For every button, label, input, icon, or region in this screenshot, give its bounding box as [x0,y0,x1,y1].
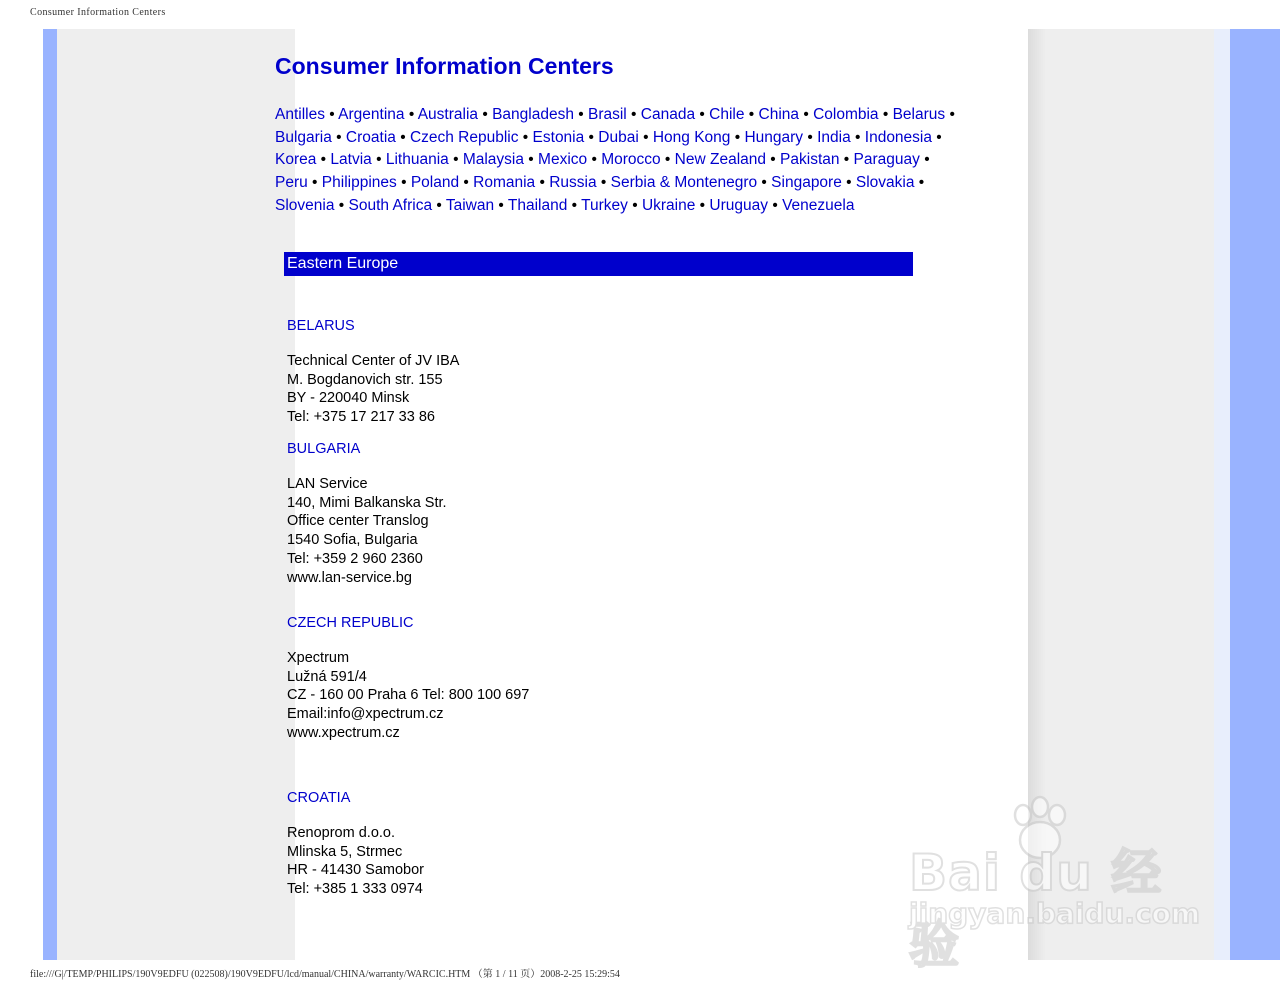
address-line: Tel: +385 1 333 0974 [287,881,423,898]
country-heading: CROATIA [287,790,351,806]
country-link[interactable]: Singapore [771,174,842,192]
bullet-separator: • [567,196,582,214]
country-link[interactable]: Poland [410,174,460,192]
bullet-separator: • [459,174,474,192]
bullet-separator: • [404,106,418,123]
country-link[interactable]: Pakistan [780,151,840,169]
country-link[interactable]: Russia [549,174,597,192]
bullet-separator: • [324,106,339,123]
address-line: Office center Translog [287,513,429,530]
address-line: Lužná 591/4 [287,668,367,685]
country-link[interactable]: Belarus [892,106,946,123]
bullet-separator: • [766,151,781,169]
country-link[interactable]: Korea [275,151,317,169]
bullet-separator: • [768,196,783,214]
bullet-separator: • [919,151,930,169]
country-link[interactable]: South Africa [348,196,433,214]
baidu-watermark [905,795,1205,974]
bullet-separator: • [744,106,759,123]
country-link[interactable]: Chile [709,106,745,123]
address-line: BY - 220040 Minsk [287,390,410,407]
address-line: CZ - 160 00 Praha 6 Tel: 800 100 697 [287,687,530,704]
bullet-separator: • [626,106,641,123]
country-link[interactable]: Peru [275,174,308,192]
entry-croatia [287,789,687,899]
country-link[interactable]: Lithuania [385,151,449,169]
bullet-separator: • [803,128,818,146]
bullet-separator: • [695,196,710,214]
country-link[interactable]: India [817,128,851,146]
country-link[interactable]: China [758,106,800,123]
country-link[interactable]: Indonesia [864,128,932,146]
bullet-separator: • [841,174,856,192]
bullet-separator: • [307,174,322,192]
country-link[interactable]: Slovakia [855,174,915,192]
bullet-separator: • [850,128,865,146]
address-line: HR - 41430 Samobor [287,862,425,879]
address-line: LAN Service [287,476,368,492]
bullet-separator: • [494,196,508,214]
bullet-separator: • [316,151,331,169]
bullet-separator: • [799,106,814,123]
left-panel [57,29,295,960]
right-accent-bar [1230,29,1280,960]
country-link[interactable]: Morocco [601,151,661,169]
bullet-separator: • [448,151,463,169]
country-link[interactable]: Serbia & Montenegro [610,174,758,192]
country-link[interactable]: Canada [640,106,696,123]
country-link[interactable]: Ukraine [641,196,696,214]
country-link[interactable]: New Zealand [674,151,766,169]
bullet-separator: • [395,128,410,146]
print-header: Consumer Information Centers [30,7,166,18]
address-line: Email:info@xpectrum.cz [287,706,444,723]
country-link[interactable]: Hungary [744,128,804,146]
address-line: www.lan-service.bg [287,569,412,586]
country-link[interactable]: Brasil [587,106,627,123]
address-line: Tel: +375 17 217 33 86 [287,409,435,426]
bullet-separator: • [334,196,349,214]
country-link[interactable]: Philippines [321,174,397,192]
bullet-separator: • [878,106,893,123]
bullet-separator: • [638,128,653,146]
bullet-separator: • [695,106,710,123]
country-link[interactable]: Bulgaria [275,128,332,146]
entry-belarus [287,317,687,427]
bullet-separator: • [371,151,386,169]
country-link[interactable]: Czech Republic [409,128,519,146]
address-line: Tel: +359 2 960 2360 [287,550,423,567]
bullet-separator: • [523,151,539,169]
country-link[interactable]: Paraguay [853,151,920,169]
country-link[interactable]: Mexico [538,151,588,169]
country-link[interactable]: Dubai [598,128,639,146]
country-link[interactable]: Slovenia [275,196,335,214]
country-link[interactable]: Romania [473,174,536,192]
address-block [287,649,687,743]
address-block [287,475,687,587]
address-block [287,352,687,427]
bullet-separator: • [432,196,446,214]
bullet-separator: • [757,174,772,192]
bullet-separator: • [331,128,346,146]
bullet-separator: • [730,128,745,146]
country-link[interactable]: Taiwan [445,196,495,214]
bullet-separator: • [932,128,942,146]
country-heading: BELARUS [287,318,355,334]
page-title: Consumer Information Centers [275,53,614,79]
watermark-main-text: Bai du 经验 [909,844,1163,974]
print-footer: file:///G|/TEMP/PHILIPS/190V9EDFU (022508)/190V9EDFU/lcd/manual/CHINA/warranty/WARCIC.HTM （第 1 / 11 页）2008-2-25 15:29:54 [30,969,620,980]
bullet-separator: • [396,174,411,192]
entry-bulgaria [287,440,687,587]
bullet-separator: • [478,106,493,123]
country-link[interactable]: Turkey [581,196,628,214]
bullet-separator: • [839,151,854,169]
address-line: www.xpectrum.cz [287,724,400,741]
right-strip [1214,29,1230,960]
left-accent-bar [43,29,57,960]
address-line: Mlinska 5, Strmec [287,843,403,860]
country-heading: BULGARIA [287,441,361,457]
country-link[interactable]: Colombia [813,106,879,123]
bullet-separator: • [660,151,675,169]
country-link[interactable]: Australia [417,106,479,123]
country-link[interactable]: Uruguay [709,196,769,214]
bullet-separator: • [584,128,599,146]
address-line: 140, Mimi Balkanska Str. [287,494,447,511]
address-line: M. Bogdanovich str. 155 [287,371,443,388]
country-link[interactable]: Estonia [532,128,585,146]
bullet-separator: • [518,128,533,146]
country-heading: CZECH REPUBLIC [287,615,414,631]
country-link[interactable]: Bangladesh [492,106,574,123]
country-link[interactable]: Hong Kong [652,128,731,146]
address-line: 1540 Sofia, Bulgaria [287,532,418,549]
entry-czech-republic [287,614,687,743]
country-link[interactable]: Latvia [330,151,372,169]
country-link[interactable]: Argentina [338,106,405,123]
country-link[interactable]: Malaysia [462,151,524,169]
country-link-list [275,104,955,218]
bullet-separator: • [587,151,602,169]
address-line: Xpectrum [287,650,350,666]
country-link[interactable]: Venezuela [782,196,855,214]
region-header: Eastern Europe [284,252,913,276]
bullet-separator: • [627,196,642,214]
bullet-separator: • [535,174,550,192]
country-link[interactable]: Thailand [507,196,568,214]
country-link[interactable]: Antilles [275,106,325,123]
watermark-sub-text: jingyan.baidu.com [909,897,1201,930]
address-line: Renoprom d.o.o. [287,825,396,841]
address-block [287,824,687,899]
country-link[interactable]: Croatia [345,128,396,146]
bullet-separator: • [914,174,925,192]
address-line: Technical Center of JV IBA [287,353,460,369]
bullet-separator: • [573,106,588,123]
bullet-separator: • [945,106,955,123]
bullet-separator: • [596,174,611,192]
